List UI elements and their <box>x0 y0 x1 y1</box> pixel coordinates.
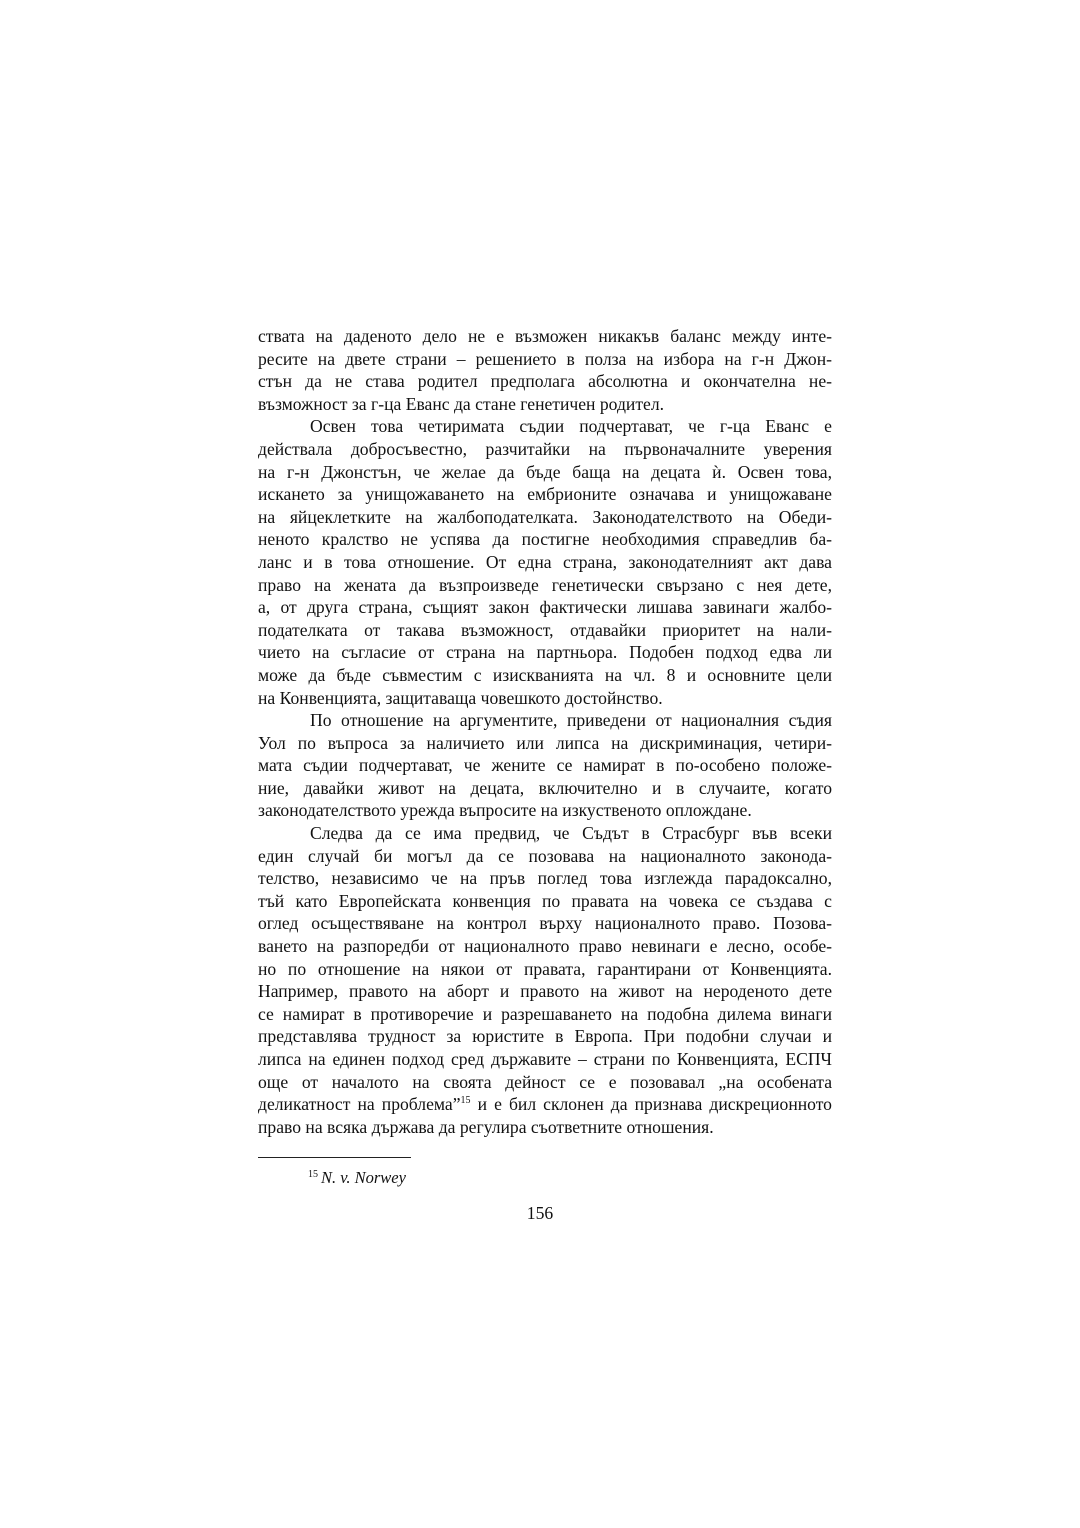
text-line: а, от друга страна, същият закон фактически лишава завинаги жалбо- <box>258 597 832 618</box>
text-line: действала добросъвестно, разчитайки на първоначалните уверения <box>258 438 832 459</box>
text-line: телство, независимо че на пръв поглед това изглежда парадоксално, <box>258 868 832 889</box>
footnote-divider <box>258 1157 411 1158</box>
text-line: стън да не става родител предполага абсолютна и окончателна не- <box>258 371 832 392</box>
text-line: законодателството урежда въпросите на изкуственото оплождане. <box>258 800 752 821</box>
text-line: възможност за г-ца Еванс да стане генетичен родител. <box>258 393 664 414</box>
text-line: неното кралство не успява да постигне необходимия справедлив ба- <box>258 529 832 550</box>
text-line: ресите на двете страни – решението в полза на избора на г-н Джон- <box>258 348 832 369</box>
footnote-text: N. v. Norwey <box>321 1168 406 1187</box>
text-line: представлява трудност за юристите в Европа. При подобни случаи и <box>258 1026 832 1047</box>
text-line: ствата на даденото дело не е възможен никакъв баланс между инте- <box>258 326 832 346</box>
paragraph-start-line: Освен това четиримата съдии подчертават, че г-ца Еванс е <box>310 416 832 437</box>
text-line: липса на единен подход сред държавите – страни по Конвенцията, ЕСПЧ <box>258 1049 832 1069</box>
text-line: тъй като Европейската конвенция по правата на човека се създава с <box>258 890 832 911</box>
page-number: 156 <box>526 1203 554 1223</box>
text-line-with-footnote-ref <box>258 1093 832 1116</box>
text-line: ването на разпоредби от националното право невинаги е лесно, особе- <box>258 936 832 957</box>
text-line: ние, давайки живот на децата, включително и в случаите, когато <box>258 777 832 798</box>
paragraph-start-line: Следва да се има предвид, че Съдът в Страсбург във всеки <box>310 823 832 844</box>
text-line: на Конвенцията, защитаваща човешкото достойнство. <box>258 687 663 708</box>
text-line: може да бъде съвместим с изискванията на чл. 8 и основните цели <box>258 664 832 685</box>
text-line: Например, правото на аборт и правото на живот на нероденото дете <box>258 981 832 1002</box>
text-fragment: и е бил склонен да признава дискреционното <box>470 1094 832 1115</box>
text-line: но по отношение на някои от правата, гарантирани от Конвенцията. <box>258 958 832 979</box>
text-line: мата съдии подчертават, че жените се намират в по-особено положе- <box>258 755 832 776</box>
text-line: искането за унищожаването на ембрионите означава и унищожаване <box>258 484 832 505</box>
text-line: Уол по въпроса за наличието или липса на дискриминация, четири- <box>258 732 832 753</box>
footnote-reference: 15 <box>460 1095 471 1107</box>
text-line: един случай би могъл да се позовава на националното законода- <box>258 845 832 866</box>
text-line: на яйцеклетките на жалбоподателката. Законодателството на Обеди- <box>258 506 832 527</box>
paragraph-start-line: По отношение на аргументите, приведени от националния съдия <box>310 710 832 731</box>
text-line: на г-н Джонстън, че желае да бъде баща на децата ѝ. Освен това, <box>258 461 832 482</box>
text-line: ланс и в това отношение. От една страна, законодателният акт дава <box>258 551 832 572</box>
footnote-number: 15 <box>308 1168 318 1180</box>
text-line: право на жената да възпроизведе генетически свързано с нея дете, <box>258 574 832 595</box>
text-line: се намират в противоречие и разрешаването на подобна дилема винаги <box>258 1003 832 1024</box>
text-line: още от началото на своята дейност се е позовавал „на особената <box>258 1071 832 1092</box>
text-line: подателката от такава възможност, отдавайки приоритет на нали- <box>258 619 832 640</box>
text-line: право на всяка държава да регулира съответните отношения. <box>258 1116 714 1137</box>
text-fragment: деликатност на проблема” <box>258 1094 461 1115</box>
body-text <box>258 325 832 1138</box>
footnote <box>308 1168 406 1188</box>
text-line: оглед осъществяване на контрол върху националното право. Позова- <box>258 913 832 934</box>
text-line: чието на съгласие от страна на партньора. Подобен подход едва ли <box>258 642 832 663</box>
